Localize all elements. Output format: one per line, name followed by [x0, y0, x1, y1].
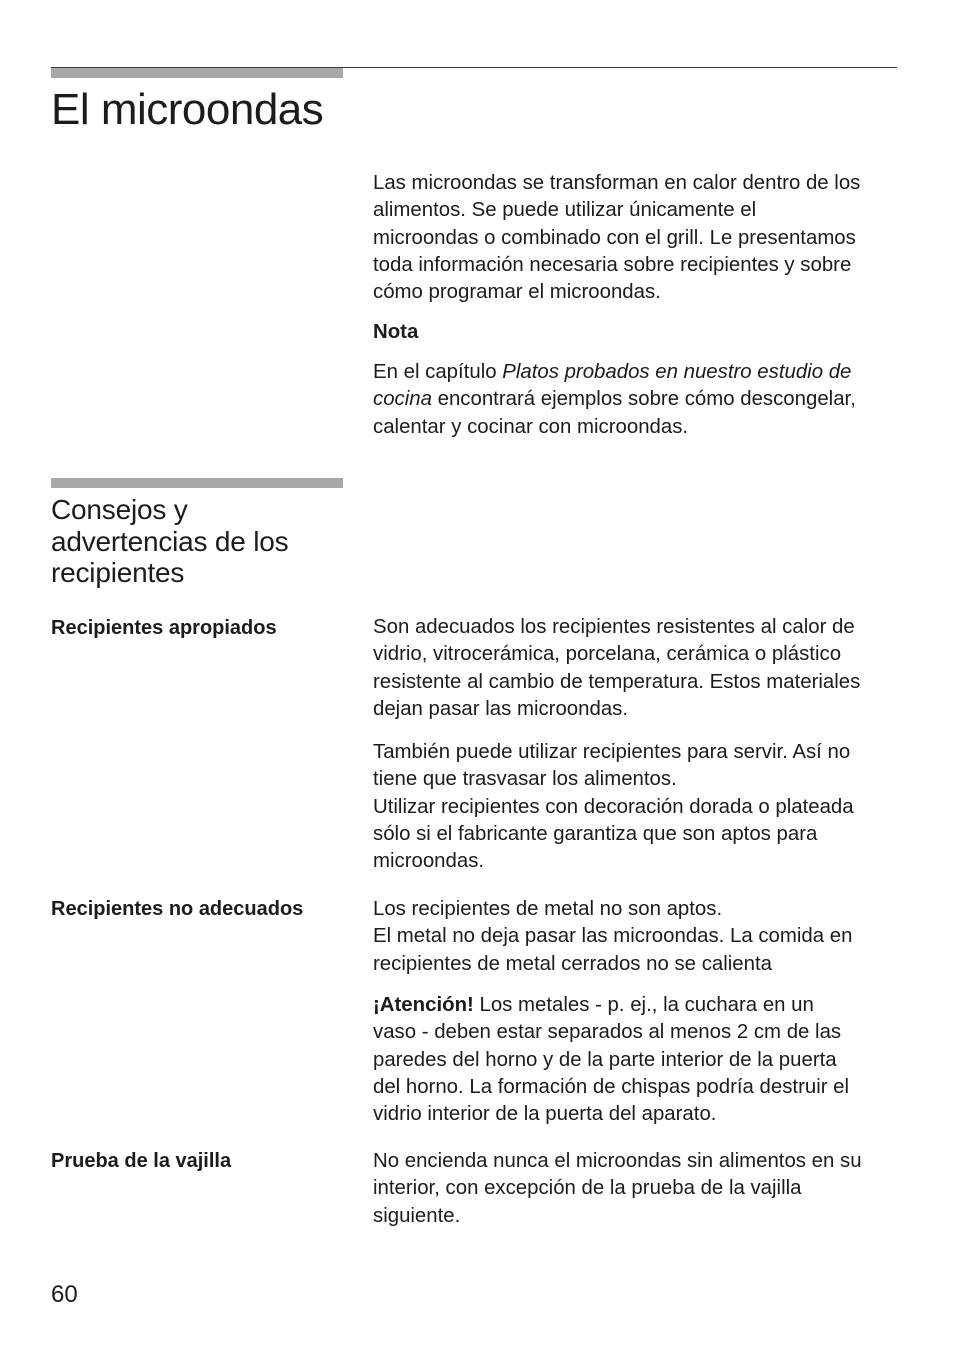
body-line: siguiente. — [373, 1204, 461, 1227]
dish-test-paragraph — [373, 1148, 908, 1230]
body-line: dejan pasar las microondas. — [373, 697, 629, 720]
body-line: paredes del horno y de la parte interior de la puerta — [373, 1048, 837, 1071]
body-line: Los recipientes de metal no son aptos. — [373, 898, 723, 920]
body-line: microondas. — [373, 850, 485, 873]
intro-line: cómo programar el microondas. — [373, 281, 661, 304]
body-line: resistente al cambio de temperatura. Estos materiales — [373, 670, 861, 693]
row-label-unsuitable: Recipientes no adecuados — [51, 898, 304, 920]
body-line: Utilizar recipientes con decoración dorada o plateada — [373, 795, 854, 818]
body-line: recipientes de metal cerrados no se calienta — [373, 952, 772, 975]
body-line: interior, con excepción de la prueba de la vajilla — [373, 1177, 802, 1200]
note-paragraph — [373, 359, 908, 441]
chapter-reference: cocina — [373, 388, 432, 411]
intro-paragraph — [373, 170, 908, 306]
intro-line: Las microondas se transforman en calor dentro de los — [373, 172, 861, 194]
body-line — [373, 992, 908, 1019]
note-line: calentar y cocinar con microondas. — [373, 415, 689, 438]
section-title: Consejos y advertencias de los recipientes — [51, 494, 289, 588]
body-line: sólo si el fabricante garantiza que son aptos para — [373, 822, 818, 845]
chapter-reference: Platos probados en nuestro estudio de — [502, 361, 852, 383]
warning-paragraph — [373, 992, 908, 1128]
body-line: del horno. La formación de chispas podría destruir el — [373, 1075, 850, 1098]
body-line: No encienda nunca el microondas sin alimentos en su — [373, 1150, 862, 1172]
row-label-suitable: Recipientes apropiados — [51, 617, 277, 639]
note-line — [373, 386, 908, 413]
note-text: En el capítulo — [373, 361, 503, 383]
body-line: vidrio, vitrocerámica, porcelana, cerámica o plástico — [373, 643, 842, 666]
page-title: El microondas — [51, 85, 324, 134]
intro-line: microondas o combinado con el grill. Le presentamos — [373, 226, 856, 249]
intro-line: toda información necesaria sobre recipientes y sobre — [373, 253, 852, 276]
note-label: Nota — [373, 321, 419, 343]
note-line — [373, 359, 908, 386]
row-label-dish-test: Prueba de la vajilla — [51, 1150, 232, 1172]
body-line: tiene que trasvasar los alimentos. — [373, 768, 677, 791]
intro-line: alimentos. Se puede utilizar únicamente el — [373, 199, 757, 222]
note-text: encontrará ejemplos sobre cómo descongelar, — [431, 388, 856, 411]
body-line: vaso - deben estar separados al menos 2 cm de las — [373, 1021, 842, 1044]
unsuitable-paragraph — [373, 896, 908, 978]
suitable-paragraph — [373, 614, 908, 723]
title-accent-bar — [51, 68, 343, 78]
body-line: Son adecuados los recipientes resistentes al calor de — [373, 616, 855, 638]
warning-label: ¡Atención! — [373, 994, 474, 1016]
section-accent-bar — [51, 478, 343, 488]
body-line: vidrio interior de la puerta del aparato. — [373, 1103, 717, 1126]
page-number: 60 — [51, 1281, 78, 1308]
body-line: También puede utilizar recipientes para servir. Así no — [373, 741, 851, 763]
serving-dishes-paragraph — [373, 739, 908, 875]
body-line: El metal no deja pasar las microondas. La comida en — [373, 925, 853, 948]
warning-text: Los metales - p. ej., la cuchara en un — [473, 994, 814, 1016]
